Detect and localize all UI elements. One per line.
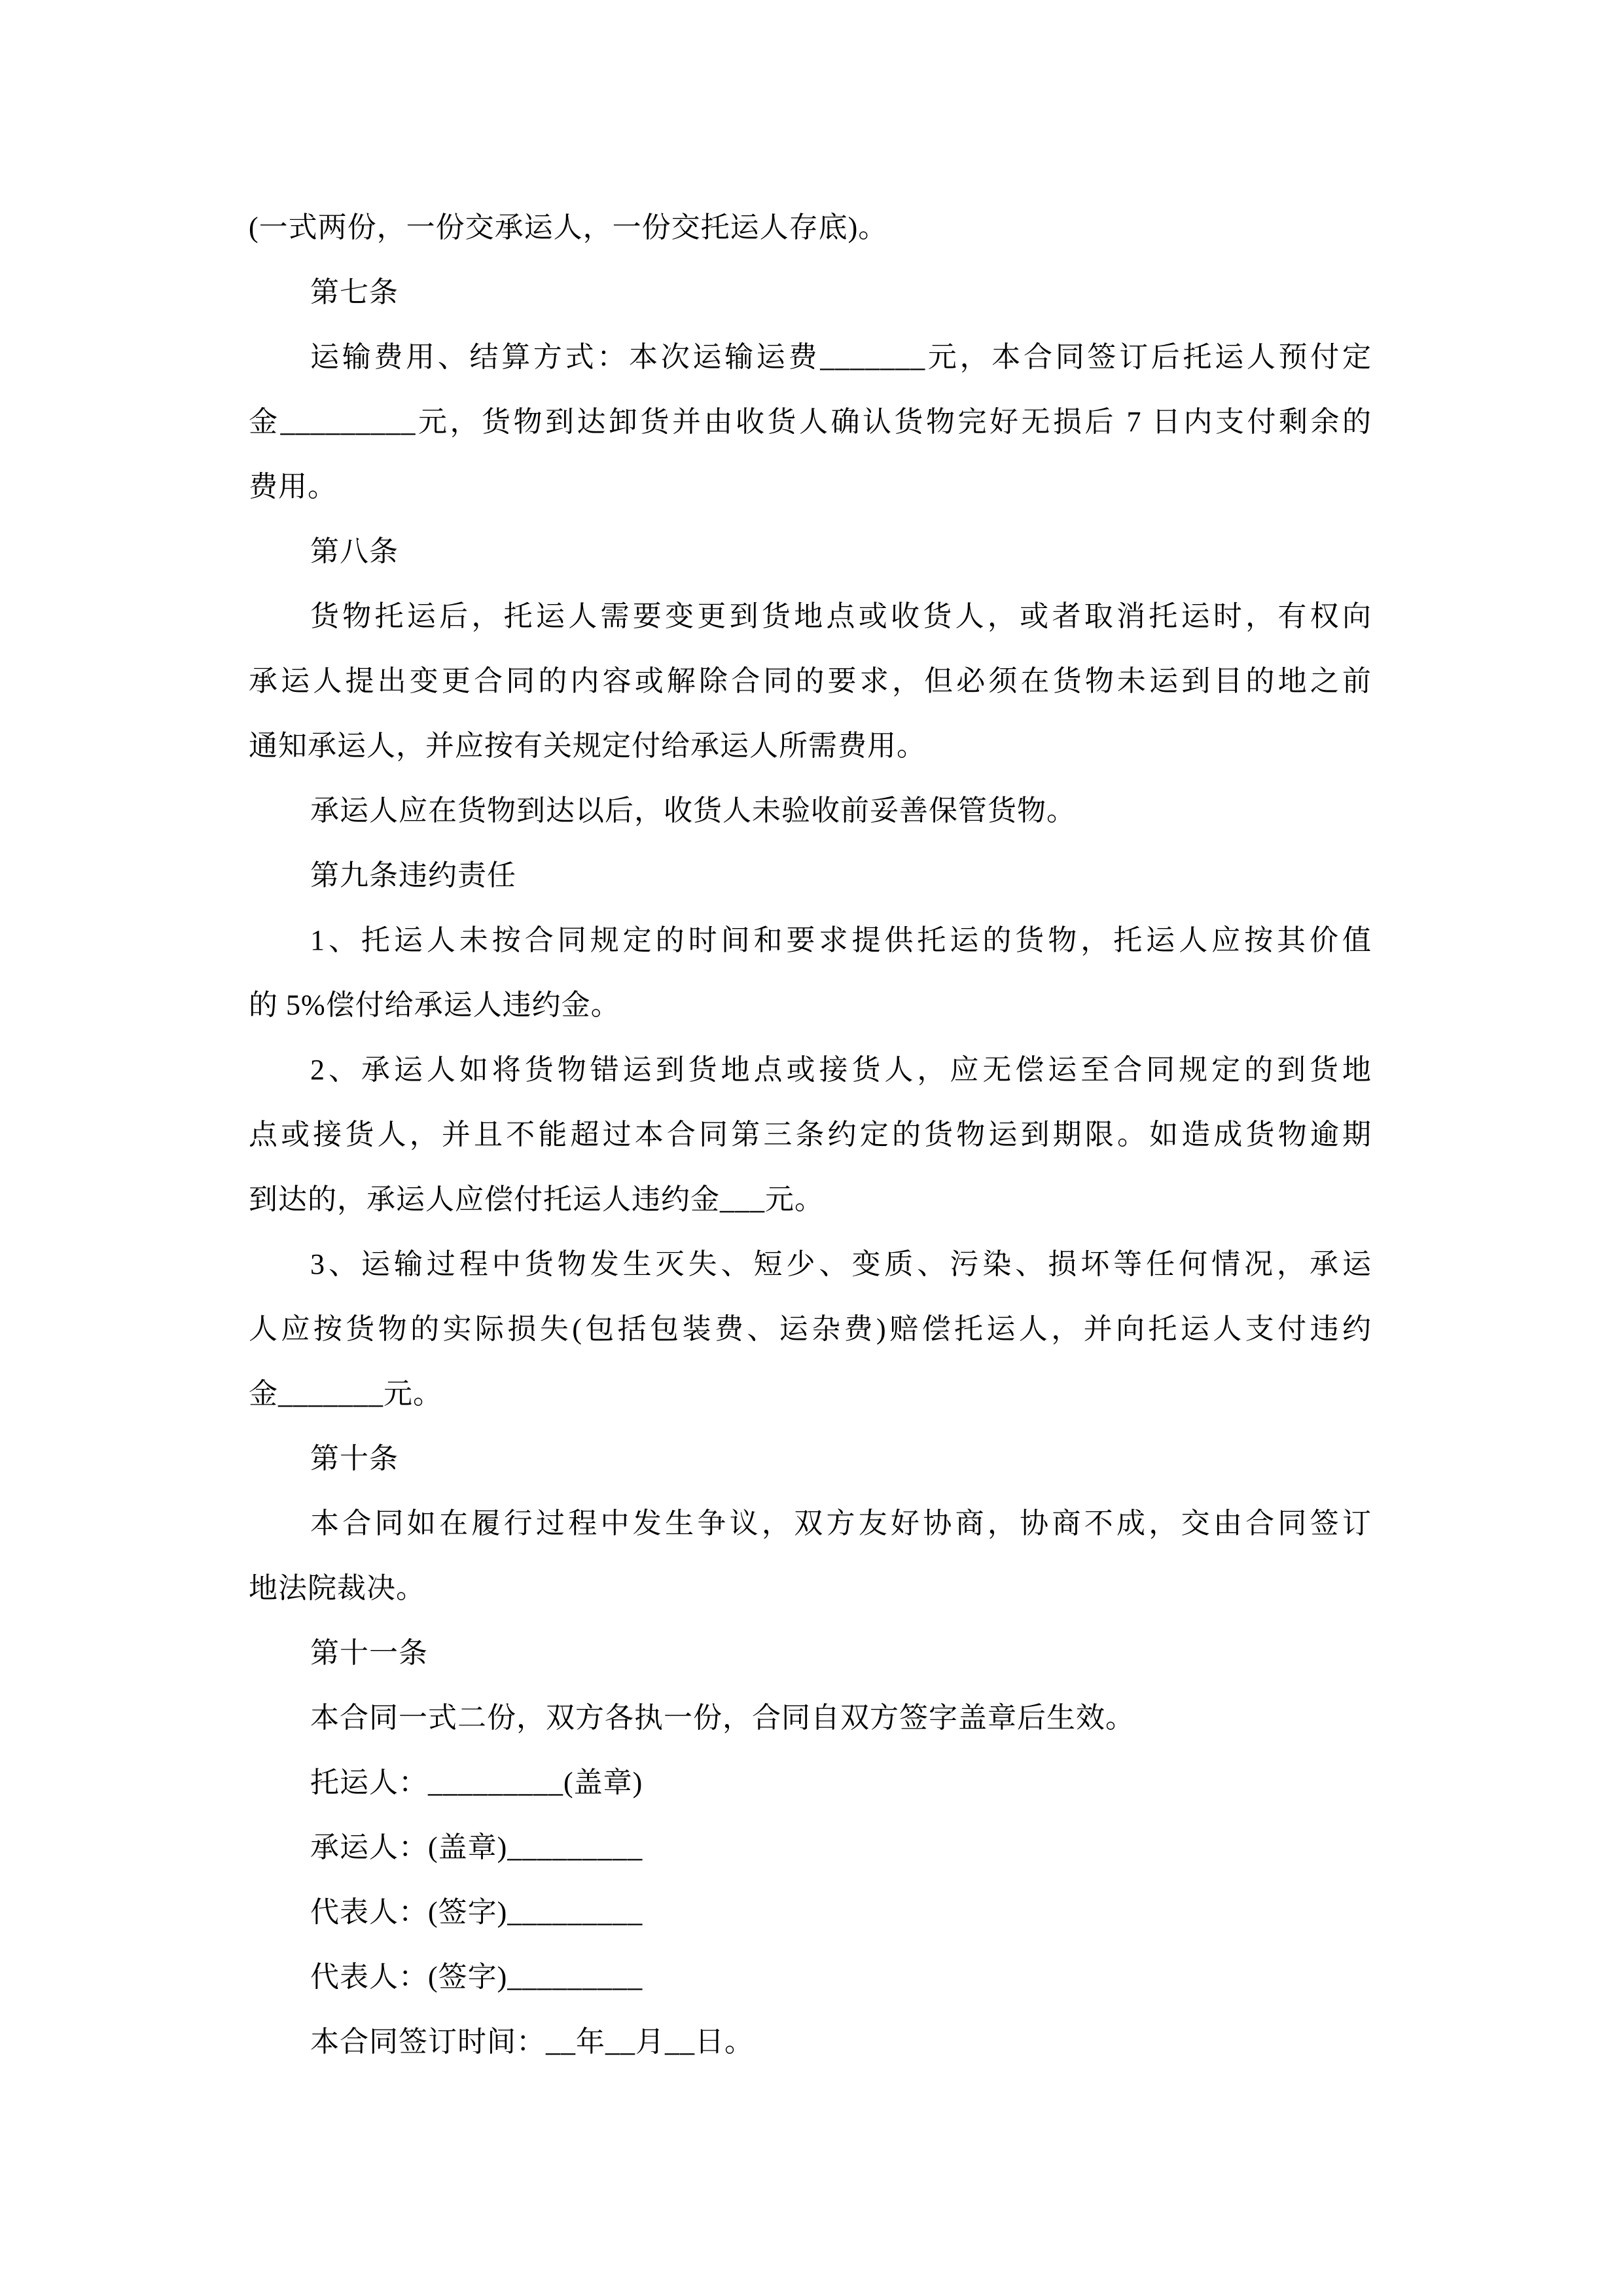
- contract-line: 承运人应在货物到达以后，收货人未验收前妥善保管货物。: [310, 795, 1076, 827]
- contract-line: 第七条: [310, 276, 399, 308]
- contract-line: 承运人提出变更合同的内容或解除合同的要求，但必须在货物未运到目的地之前: [249, 665, 1372, 697]
- contract-line: 承运人：(盖章)_________: [310, 1831, 643, 1863]
- contract-line: 金_________元，货物到达卸货并由收货人确认货物完好无损后 7 日内支付剩余的: [249, 406, 1372, 438]
- contract-line: 点或接货人，并且不能超过本合同第三条约定的货物运到期限。如造成货物逾期: [249, 1119, 1372, 1151]
- contract-line: 3、运输过程中货物发生灭失、短少、变质、污染、损坏等任何情况，承运: [310, 1248, 1372, 1280]
- contract-line: 人应按货物的实际损失(包括包装费、运杂费)赔偿托运人，并向托运人支付违约: [249, 1313, 1372, 1345]
- contract-line: 第九条违约责任: [310, 859, 516, 891]
- contract-line: (一式两份，一份交承运人，一份交托运人存底)。: [249, 211, 888, 243]
- contract-line: 通知承运人，并应按有关规定付给承运人所需费用。: [249, 730, 926, 762]
- contract-line: 代表人：(签字)_________: [310, 1896, 643, 1928]
- contract-line: 到达的，承运人应偿付托运人违约金___元。: [249, 1183, 824, 1215]
- contract-line: 第十一条: [310, 1637, 428, 1669]
- contract-line: 本合同签订时间：__年__月__日。: [310, 2026, 754, 2058]
- contract-line: 托运人：_________(盖章): [310, 1767, 643, 1799]
- contract-line: 本合同如在履行过程中发生争议，双方友好协商，协商不成，交由合同签订: [310, 1507, 1372, 1539]
- contract-line: 的 5%偿付给承运人违约金。: [249, 989, 620, 1021]
- contract-line: 货物托运后，托运人需要变更到货地点或收货人，或者取消托运时，有权向: [310, 600, 1372, 632]
- contract-line: 代表人：(签字)_________: [310, 1961, 643, 1993]
- contract-line: 第十条: [310, 1443, 399, 1475]
- contract-line: 金_______元。: [249, 1378, 442, 1410]
- contract-line: 费用。: [249, 471, 337, 503]
- contract-line: 第八条: [310, 535, 399, 567]
- contract-line: 1、托运人未按合同规定的时间和要求提供托运的货物，托运人应按其价值: [310, 924, 1372, 956]
- contract-line: 运输费用、结算方式：本次运输运费_______元，本合同签订后托运人预付定: [310, 341, 1372, 373]
- contract-text-block: [249, 195, 1372, 2074]
- contract-line: 2、承运人如将货物错运到货地点或接货人，应无偿运至合同规定的到货地: [310, 1054, 1372, 1086]
- contract-line: 本合同一式二份，双方各执一份，合同自双方签字盖章后生效。: [310, 1702, 1135, 1734]
- contract-line: 地法院裁决。: [249, 1572, 425, 1604]
